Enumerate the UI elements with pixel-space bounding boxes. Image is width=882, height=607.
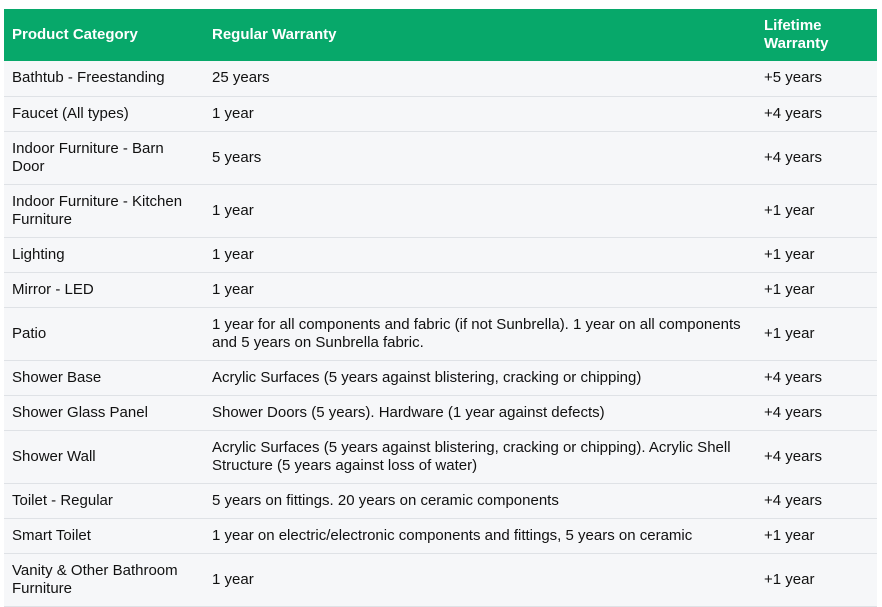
table-row: [4, 307, 877, 360]
cell-regular: 1 year on electric/electronic components and fittings, 5 years on ceramic: [212, 526, 693, 544]
cell-lifetime: +1 year: [764, 280, 815, 298]
cell-category: Vanity & Other Bathroom Furniture: [12, 561, 178, 597]
cell-lifetime: +4 years: [764, 447, 822, 465]
header-lifetime-warranty: Lifetime Warranty: [764, 17, 829, 52]
cell-lifetime: +4 years: [764, 104, 822, 122]
table-row: [4, 272, 877, 307]
cell-regular: 1 year: [212, 245, 254, 263]
cell-lifetime: +5 years: [764, 69, 822, 87]
cell-category: Shower Glass Panel: [12, 403, 148, 421]
cell-lifetime: +1 year: [764, 201, 815, 219]
table-row: [4, 184, 877, 237]
cell-category: Mirror - LED: [12, 280, 94, 298]
cell-regular: Acrylic Surfaces (5 years against blistering, cracking or chipping). Acrylic Shell Structure (5 years against loss of water): [212, 438, 731, 474]
cell-regular: 1 year for all components and fabric (if not Sunbrella). 1 year on all components and 5 years on Sunbrella fabric.: [212, 315, 741, 351]
table-row: [4, 237, 877, 272]
cell-regular: 5 years on fittings. 20 years on ceramic components: [212, 491, 559, 509]
cell-lifetime: +4 years: [764, 403, 822, 421]
cell-category: Toilet - Regular: [12, 491, 113, 509]
header-product-category: Product Category: [12, 26, 138, 43]
cell-category: Indoor Furniture - Kitchen Furniture: [12, 192, 183, 228]
table-row: [4, 430, 877, 483]
cell-category: Patio: [12, 324, 47, 342]
cell-lifetime: +4 years: [764, 491, 822, 509]
table-row: [4, 518, 877, 553]
cell-category: Indoor Furniture - Barn Door: [12, 139, 164, 175]
table-row: [4, 96, 877, 131]
cell-lifetime: +1 year: [764, 324, 815, 342]
cell-category: Bathtub - Freestanding: [12, 69, 165, 87]
table-row: [4, 483, 877, 518]
cell-category: Shower Wall: [12, 447, 96, 465]
table-row: [4, 553, 877, 606]
table-header: [4, 9, 877, 61]
cell-regular: 1 year: [212, 201, 254, 219]
table-row: [4, 395, 877, 430]
table-body: [4, 61, 877, 606]
cell-regular: Shower Doors (5 years). Hardware (1 year against defects): [212, 403, 605, 421]
cell-regular: 5 years: [212, 148, 262, 166]
cell-category: Smart Toilet: [12, 526, 91, 544]
cell-lifetime: +1 year: [764, 526, 815, 544]
cell-category: Faucet (All types): [12, 104, 129, 122]
cell-category: Shower Base: [12, 368, 102, 386]
warranty-table: [4, 9, 877, 607]
cell-regular: 25 years: [212, 69, 270, 87]
cell-category: Lighting: [12, 245, 65, 263]
header-regular-warranty: Regular Warranty: [212, 26, 337, 43]
cell-lifetime: +4 years: [764, 368, 822, 386]
cell-regular: 1 year: [212, 280, 254, 298]
cell-lifetime: +1 year: [764, 245, 815, 263]
table-row: [4, 360, 877, 395]
cell-regular: 1 year: [212, 104, 254, 122]
cell-lifetime: +1 year: [764, 570, 815, 588]
header-row: [4, 9, 877, 61]
cell-regular: 1 year: [212, 570, 254, 588]
cell-regular: Acrylic Surfaces (5 years against blistering, cracking or chipping): [212, 368, 642, 386]
table-row: [4, 61, 877, 96]
table-row: [4, 131, 877, 184]
cell-lifetime: +4 years: [764, 148, 822, 166]
